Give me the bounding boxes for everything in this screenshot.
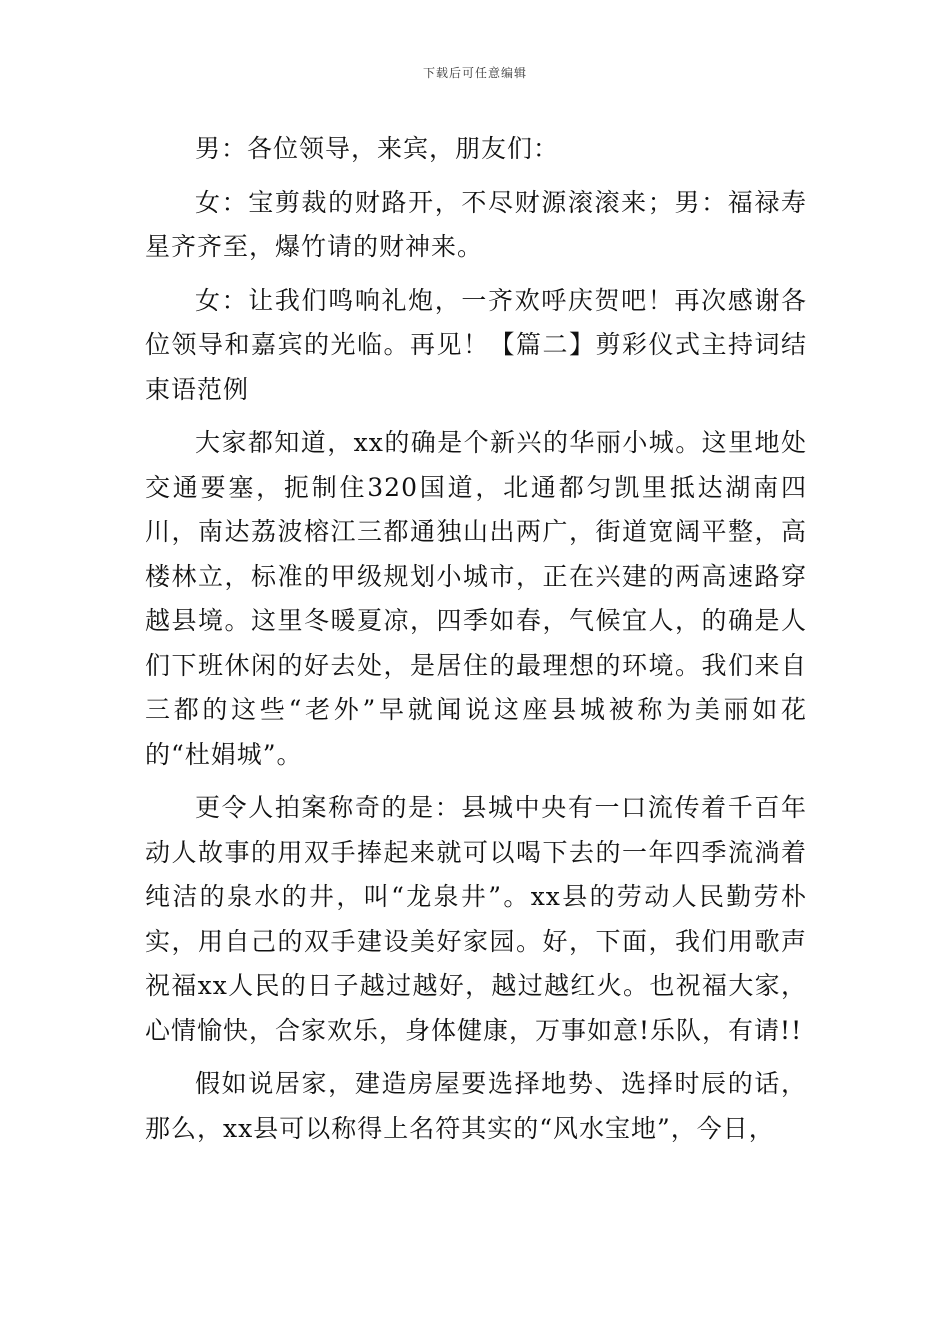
document-body [145,127,807,1151]
paragraph-greeting: 男：各位领导，来宾，朋友们： [195,134,560,163]
page-header: 下载后可任意编辑 [422,66,527,80]
paragraph-town-intro: 大家都知道，xx的确是个新兴的华丽小城。这里地处交通要塞，扼制住320国道，北通都匀凯里抵达湖南四川，南达荔波榕江三都通独山出两广，街道宽阔平整，高楼林立，标准的甲级规划小城市，正在兴建的两高速路穿越县境。这里冬暖夏凉，四季如春，气候宜人，的确是人们下班休闲的好去处，是居住的最理想的环境。我们来自三都的这些“老外”早就闻说这座县城被称为美丽如花的“杜娟城”。 [145,428,807,769]
paragraph-closing: 女：让我们鸣响礼炮，一齐欢呼庆贺吧！再次感谢各位领导和嘉宾的光临。再见！【篇二】剪彩仪式主持词结束语范例 [145,285,807,404]
paragraph-fengshui: 假如说居家，建造房屋要选择地势、选择时辰的话，那么，xx县可以称得上名符其实的“风水宝地”，今日， [145,1069,807,1143]
paragraph-dragon-well: 更令人拍案称奇的是：县城中央有一口流传着千百年动人故事的用双手捧起来就可以喝下去的一年四季流淌着纯洁的泉水的井，叫“龙泉井”。xx县的劳动人民勤劳朴实，用自己的双手建设美好家园。好，下面，我们用歌声祝福xx人民的日子越过越好，越过越红火。也祝福大家，心情愉快，合家欢乐，身体健康，万事如意!乐队，有请!! [145,793,807,1045]
paragraph-couplet: 女：宝剪裁的财路开，不尽财源滚滚来；男：福禄寿星齐齐至，爆竹请的财神来。 [145,187,807,261]
